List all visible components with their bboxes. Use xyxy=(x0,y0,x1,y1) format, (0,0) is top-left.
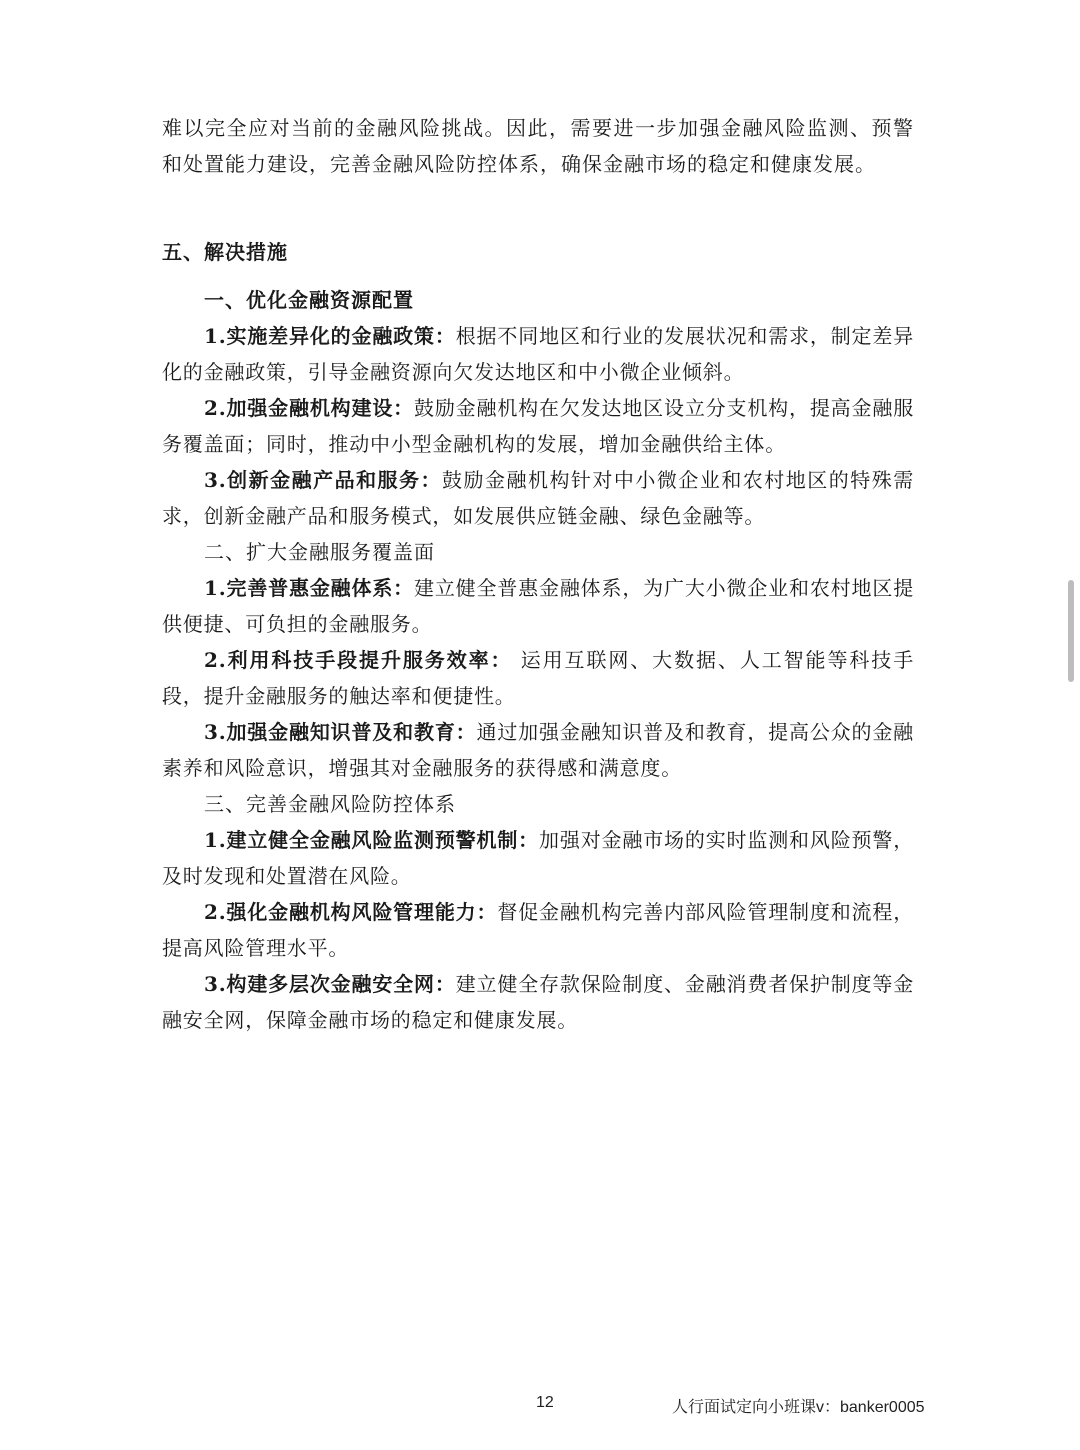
group-heading-1: 一、优化金融资源配置 xyxy=(204,288,414,312)
item-lead: 3.构建多层次金融安全网： xyxy=(204,972,456,996)
list-item xyxy=(162,462,914,534)
list-item xyxy=(162,570,914,642)
list-item xyxy=(162,714,914,786)
item-lead: 3.加强金融知识普及和教育： xyxy=(204,720,477,744)
item-text: 建立健全普惠金融体系，为广大小微企业和农村地区提供便捷、可负担的金融服务。 xyxy=(162,576,914,636)
group-heading-3: 三、完善金融风险防控体系 xyxy=(204,792,456,816)
list-item xyxy=(162,822,914,894)
list-item xyxy=(162,894,914,966)
item-text: 根据不同地区和行业的发展状况和需求，制定差异化的金融政策，引导金融资源向欠发达地区和中小微企业倾斜。 xyxy=(162,324,914,384)
item-text: 督促金融机构完善内部风险管理制度和流程，提高风险管理水平。 xyxy=(162,900,914,960)
item-text: 运用互联网、大数据、人工智能等科技手段，提升金融服务的触达率和便捷性。 xyxy=(162,648,914,708)
item-text: 建立健全存款保险制度、金融消费者保护制度等金融安全网，保障金融市场的稳定和健康发展。 xyxy=(162,972,914,1032)
document-content xyxy=(162,110,914,1038)
item-lead: 2.利用科技手段提升服务效率： xyxy=(204,648,513,672)
item-text: 通过加强金融知识普及和教育，提高公众的金融素养和风险意识，增强其对金融服务的获得感和满意度。 xyxy=(162,720,914,780)
vertical-scrollbar[interactable] xyxy=(1068,580,1074,682)
list-item xyxy=(162,966,914,1038)
item-lead: 2.强化金融机构风险管理能力： xyxy=(204,900,498,924)
item-lead: 1.完善普惠金融体系： xyxy=(204,576,415,600)
list-item xyxy=(162,390,914,462)
list-item xyxy=(162,318,914,390)
page-number: 12 xyxy=(536,1394,554,1411)
item-text: 加强对金融市场的实时监测和风险预警，及时发现和处置潜在风险。 xyxy=(162,828,915,888)
item-text: 鼓励金融机构在欠发达地区设立分支机构，提高金融服务覆盖面；同时，推动中小型金融机构的发展，增加金融供给主体。 xyxy=(162,396,914,456)
footer-note: 人行面试定向小班课v：banker0005 xyxy=(672,1399,925,1416)
item-text: 鼓励金融机构针对中小微企业和农村地区的特殊需求，创新金融产品和服务模式，如发展供应链金融、绿色金融等。 xyxy=(162,468,914,528)
item-lead: 3.创新金融产品和服务： xyxy=(204,468,443,492)
item-lead: 1.建立健全金融风险监测预警机制： xyxy=(204,828,540,852)
list-item xyxy=(162,642,914,714)
item-lead: 1.实施差异化的金融政策： xyxy=(204,324,456,348)
item-lead: 2.加强金融机构建设： xyxy=(204,396,415,420)
section-title: 五、解决措施 xyxy=(162,240,288,264)
group-heading-2: 二、扩大金融服务覆盖面 xyxy=(204,540,435,564)
intro-paragraph: 难以完全应对当前的金融风险挑战。因此，需要进一步加强金融风险监测、预警和处置能力建设，完善金融风险防控体系，确保金融市场的稳定和健康发展。 xyxy=(162,116,914,176)
